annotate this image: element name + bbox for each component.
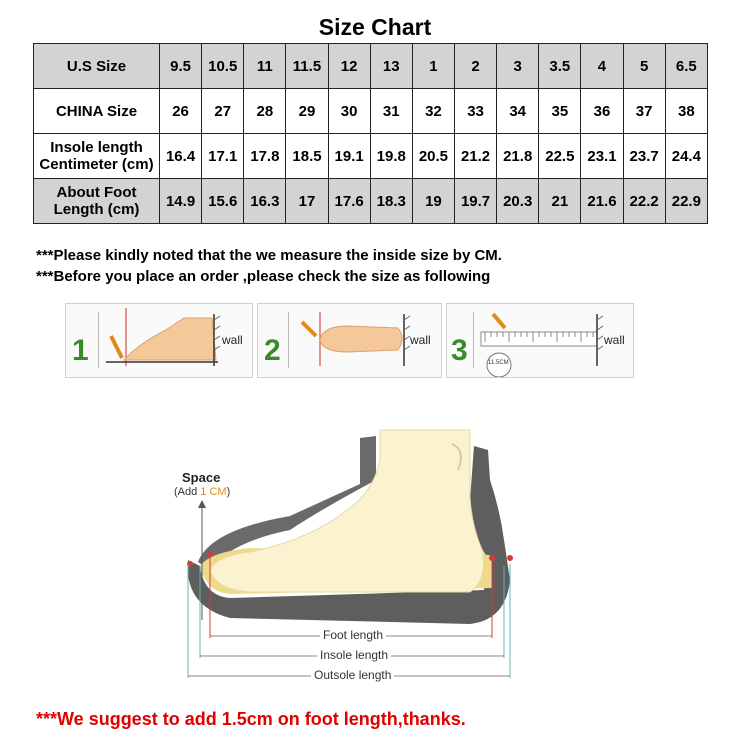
table-cell: 6.5 — [665, 44, 707, 89]
table-row — [34, 44, 708, 89]
table-row — [34, 134, 708, 179]
row-label: U.S Size — [34, 44, 160, 89]
table-cell: 27 — [202, 89, 244, 134]
table-cell: 17.1 — [202, 134, 244, 179]
table-cell: 15.6 — [202, 179, 244, 224]
step-3-panel — [446, 303, 634, 378]
table-cell: 2 — [454, 44, 496, 89]
table-cell: 31 — [370, 89, 412, 134]
table-cell: 3.5 — [539, 44, 581, 89]
table-cell: 26 — [160, 89, 202, 134]
add-suffix: ) — [226, 486, 231, 498]
table-cell: 21 — [539, 179, 581, 224]
table-cell: 3 — [497, 44, 539, 89]
table-cell: 30 — [328, 89, 370, 134]
table-row — [34, 89, 708, 134]
table-cell: 19 — [412, 179, 454, 224]
row-label: CHINA Size — [34, 89, 160, 134]
table-cell: 4 — [581, 44, 623, 89]
table-cell: 33 — [454, 89, 496, 134]
table-cell: 32 — [412, 89, 454, 134]
table-cell: 21.2 — [454, 134, 496, 179]
table-cell: 5 — [623, 44, 665, 89]
foot-length-label: Foot length — [320, 628, 386, 642]
table-cell: 1 — [412, 44, 454, 89]
footer-suggestion: ***We suggest to add 1.5cm on foot length,thanks. — [36, 709, 466, 729]
table-cell: 17.6 — [328, 179, 370, 224]
table-cell: 22.5 — [539, 134, 581, 179]
table-cell: 38 — [665, 89, 707, 134]
table-cell: 12 — [328, 44, 370, 89]
order-note: ***Before you place an order ,please check the size as following — [36, 268, 491, 285]
table-cell: 36 — [581, 89, 623, 134]
table-cell: 24.4 — [665, 134, 707, 179]
step-2-panel — [257, 303, 442, 378]
table-cell: 22.9 — [665, 179, 707, 224]
table-cell: 18.5 — [286, 134, 328, 179]
step-1-number: 1 — [72, 334, 89, 367]
space-label: Space — [182, 470, 221, 485]
step-3-wall-label: wall — [604, 333, 625, 347]
table-cell: 9.5 — [160, 44, 202, 89]
add-value: 1 CM — [200, 486, 227, 498]
table-cell: 34 — [497, 89, 539, 134]
table-cell: 11.5 — [286, 44, 328, 89]
table-cell: 23.7 — [623, 134, 665, 179]
add-space-label — [174, 486, 230, 498]
table-cell: 20.3 — [497, 179, 539, 224]
table-cell: 17 — [286, 179, 328, 224]
table-cell: 35 — [539, 89, 581, 134]
shoe-measurement-diagram — [170, 420, 530, 690]
table-cell: 10.5 — [202, 44, 244, 89]
step-3-ruler-label: 11.5CM — [488, 360, 509, 366]
row-label: About Foot Length (cm) — [34, 179, 160, 224]
table-cell: 13 — [370, 44, 412, 89]
table-cell: 28 — [244, 89, 286, 134]
outsole-length-label: Outsole length — [311, 668, 394, 682]
table-cell: 17.8 — [244, 134, 286, 179]
size-chart-table — [33, 43, 708, 224]
step-2-number: 2 — [264, 334, 281, 367]
table-cell: 11 — [244, 44, 286, 89]
table-cell: 19.7 — [454, 179, 496, 224]
table-cell: 19.1 — [328, 134, 370, 179]
table-cell: 37 — [623, 89, 665, 134]
row-label: Insole length Centimeter (cm) — [34, 134, 160, 179]
table-cell: 19.8 — [370, 134, 412, 179]
table-cell: 21.6 — [581, 179, 623, 224]
step-1-panel — [65, 303, 253, 378]
page-title: Size Chart — [318, 14, 432, 40]
table-row — [34, 179, 708, 224]
insole-length-label: Insole length — [317, 648, 391, 662]
table-cell: 16.4 — [160, 134, 202, 179]
step-2-wall-label: wall — [410, 333, 431, 347]
step-3-number: 3 — [451, 334, 468, 367]
table-cell: 20.5 — [412, 134, 454, 179]
table-cell: 22.2 — [623, 179, 665, 224]
table-cell: 14.9 — [160, 179, 202, 224]
table-cell: 23.1 — [581, 134, 623, 179]
add-prefix: (Add — [174, 486, 201, 498]
table-cell: 18.3 — [370, 179, 412, 224]
measure-note: ***Please kindly noted that the we measure the inside size by CM. — [36, 247, 502, 264]
step-1-wall-label: wall — [222, 333, 243, 347]
table-cell: 16.3 — [244, 179, 286, 224]
table-cell: 21.8 — [497, 134, 539, 179]
table-cell: 29 — [286, 89, 328, 134]
